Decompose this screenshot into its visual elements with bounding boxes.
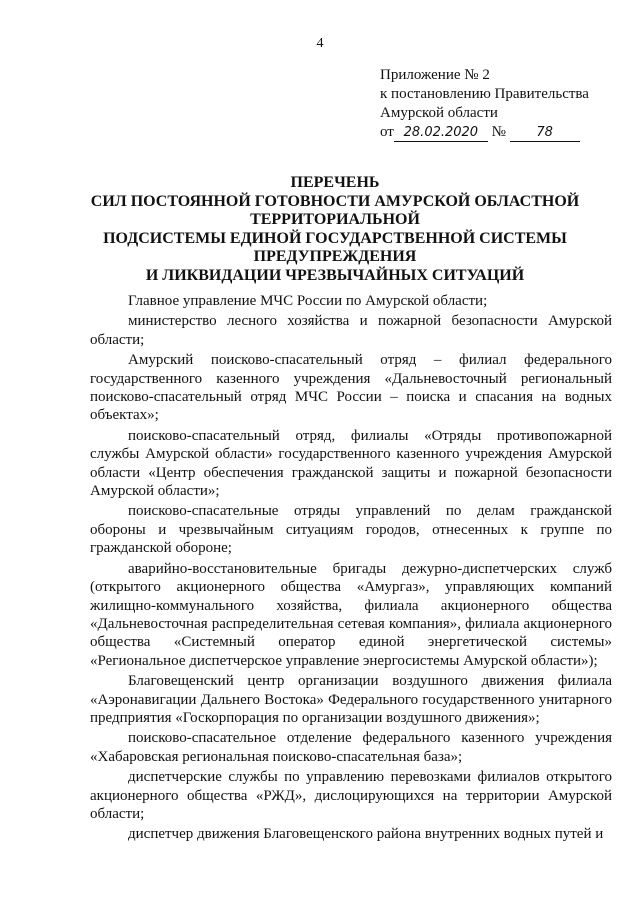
title-line: И ЛИКВИДАЦИИ ЧРЕЗВЫЧАЙНЫХ СИТУАЦИЙ — [145, 266, 525, 284]
appendix-resolution: к постановлению Правительства — [380, 86, 589, 102]
title-line: ТЕРРИТОРИАЛЬНОЙ — [250, 211, 420, 228]
title-line: ПОДСИСТЕМЫ ЕДИНОЙ ГОСУДАРСТВЕННОЙ СИСТЕМЫ — [103, 229, 567, 247]
list-item: диспетчер движения Благовещенского района внутренних водных путей и — [128, 826, 604, 843]
handwritten-date: 28.02.2020 — [394, 125, 488, 142]
appendix-date-line — [380, 123, 610, 142]
title-line: ПРЕДУПРЕЖДЕНИЯ — [253, 248, 417, 265]
date-prefix: от — [380, 124, 394, 140]
appendix-title: Приложение № 2 — [380, 67, 490, 83]
forces-list — [90, 292, 612, 846]
list-item: аварийно-восстановительные бригады дежурно-диспетчерских служб (открытого акционерного общества «Амургаз», управляющих компаний жилищно-коммунального хозяйства, филиала акционерного общества «Дальневосточная распределительная сетевая компания», филиала акционерного общества «Системный оператор единой энергетической системы» «Региональное диспетчерское управление энергосистемы Амурской области»); — [90, 560, 612, 669]
list-item: Амурский поисково-спасательный отряд – филиал федерального государственного казенного учреждения «Дальневосточный региональный поисково-спасательный отряд МЧС России – поиска и спасания на водных объектах»; — [90, 352, 612, 424]
list-item: диспетчерские службы по управлению перевозками филиалов открытого акционерного общества «РЖД», дислоцирующихся на территории Амурской области; — [90, 769, 612, 822]
page-number: 4 — [316, 36, 324, 51]
appendix-region: Амурской области — [380, 105, 498, 121]
title-line: СИЛ ПОСТОЯННОЙ ГОТОВНОСТИ АМУРСКОЙ ОБЛАСТНОЙ — [90, 192, 580, 210]
list-item: министерство лесного хозяйства и пожарной безопасности Амурской области; — [90, 313, 612, 348]
list-item: поисково-спасательное отделение федерального казенного учреждения «Хабаровская региональная поисково-спасательная база»; — [90, 730, 612, 765]
document-title — [70, 174, 600, 285]
list-item: Главное управление МЧС России по Амурской области; — [128, 293, 488, 309]
list-item: Благовещенский центр организации воздушного движения филиала «Аэронавигации Дальнего Востока» Федерального государственного унитарного предприятия «Госкорпорация по организации воздушного движения»; — [90, 673, 612, 726]
number-label: № — [491, 124, 506, 140]
title-line: ПЕРЕЧЕНЬ — [290, 174, 380, 191]
list-item: поисково-спасательный отряд, филиалы «Отряды противопожарной службы Амурской области» государственного казенного учреждения Амурской области «Центр обеспечения гражданской защиты и пожарной безопасности Амурской области»; — [90, 427, 612, 500]
handwritten-number: 78 — [510, 125, 580, 142]
appendix-block — [380, 66, 610, 142]
list-item: поисково-спасательные отряды управлений по делам гражданской обороны и чрезвычайным ситуациям городов, отнесенных к группе по гражданской обороне; — [90, 503, 612, 557]
